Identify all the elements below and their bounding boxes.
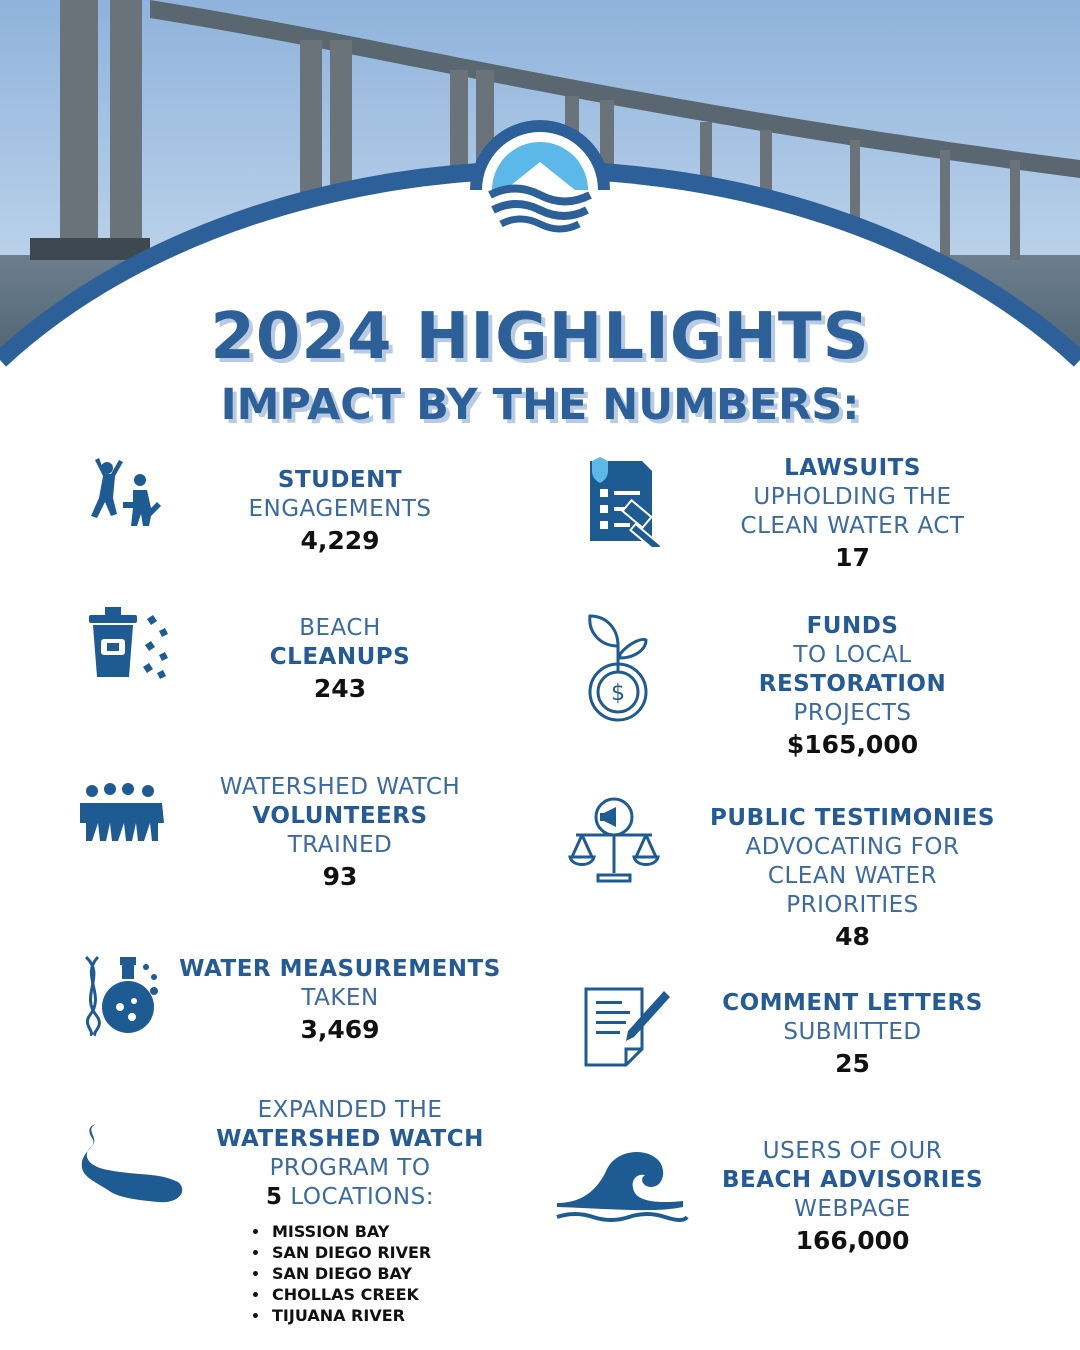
stat-beach-advisories-users [700,1137,1005,1257]
stat-public-testimonies [690,804,1015,953]
river-icon [78,1120,188,1205]
stat-label: BEACH [299,615,381,641]
locations-list [250,1221,431,1326]
list-item: • CHOLLAS CREEK [270,1284,431,1305]
logo-sun-waves-icon [465,120,615,240]
stat-label: LAWSUITS [784,455,921,481]
stat-label: VOLUNTEERS [252,803,428,829]
page-title: 2024 HIGHLIGHTS [210,300,870,374]
stat-label: FUNDS [806,613,899,639]
list-item: • MISSION BAY [270,1221,431,1242]
stat-value: 17 [835,543,870,572]
stat-label: CLEAN WATER [767,863,938,889]
jumping-students-icon [85,458,170,530]
wave-icon [555,1147,690,1225]
stat-value: $165,000 [786,730,919,759]
stat-label: PUBLIC TESTIMONIES [710,805,995,831]
stat-expanded-program [190,1096,510,1212]
stat-label: TO LOCAL [793,642,912,668]
stat-value: 3,469 [300,1015,380,1044]
stat-label: EXPANDED THE [257,1097,443,1123]
stat-label: WATERSHED WATCH [216,1126,484,1152]
stat-label: PROJECTS [793,700,912,726]
plant-money-icon [580,612,660,724]
stat-label: COMMENT LETTERS [722,990,983,1016]
stat-label: WATER MEASUREMENTS [179,956,501,982]
stat-label: WEBPAGE [794,1196,911,1222]
stat-value: 25 [835,1049,870,1078]
stat-comment-letters [700,989,1005,1080]
stat-label: TAKEN [301,985,379,1011]
stat-value: 166,000 [795,1226,910,1255]
stat-label: TRAINED [287,832,393,858]
stat-label: ADVOCATING FOR [745,834,960,860]
locations-count-suffix: LOCATIONS: [282,1184,434,1210]
document-pen-icon [582,985,672,1067]
stat-value: 48 [835,922,870,951]
stat-label: CLEAN WATER ACT [740,513,965,539]
page-subtitle: IMPACT BY THE NUMBERS: [220,380,860,430]
volunteer-group-icon [78,783,166,843]
locations-count-line [190,1183,510,1212]
stat-label: UPHOLDING THE [753,484,952,510]
svg-text:$: $ [611,681,625,706]
scales-megaphone-icon [568,795,660,885]
trash-can-icon [85,605,175,680]
list-item: • SAN DIEGO RIVER [270,1242,431,1263]
stat-label: PROGRAM TO [269,1155,431,1181]
stat-label: WATERSHED WATCH [219,774,461,800]
stat-value: 243 [313,674,367,703]
stat-label: PRIORITIES [786,892,919,918]
locations-count: 5 [266,1184,283,1210]
list-item: • TIJUANA RIVER [270,1305,431,1326]
stat-label: STUDENT [277,467,403,493]
stat-watershed-volunteers [200,773,480,893]
stat-student-engagements [200,466,480,557]
stat-label: SUBMITTED [783,1019,922,1045]
stat-label: ENGAGEMENTS [248,496,432,522]
stat-label: RESTORATION [758,671,947,697]
stat-value: 93 [322,862,358,891]
stat-label: BEACH ADVISORIES [721,1167,984,1193]
stat-water-measurements [170,955,510,1046]
stat-value: 4,229 [300,526,380,555]
stat-lawsuits [700,454,1005,574]
stat-funds [700,612,1005,761]
legal-checklist-gavel-icon [580,455,680,547]
lab-flask-dna-icon [80,955,165,1037]
list-item: • SAN DIEGO BAY [270,1263,431,1284]
stat-label: CLEANUPS [269,644,411,670]
stat-label: USERS OF OUR [762,1138,943,1164]
stat-beach-cleanups [200,614,480,705]
